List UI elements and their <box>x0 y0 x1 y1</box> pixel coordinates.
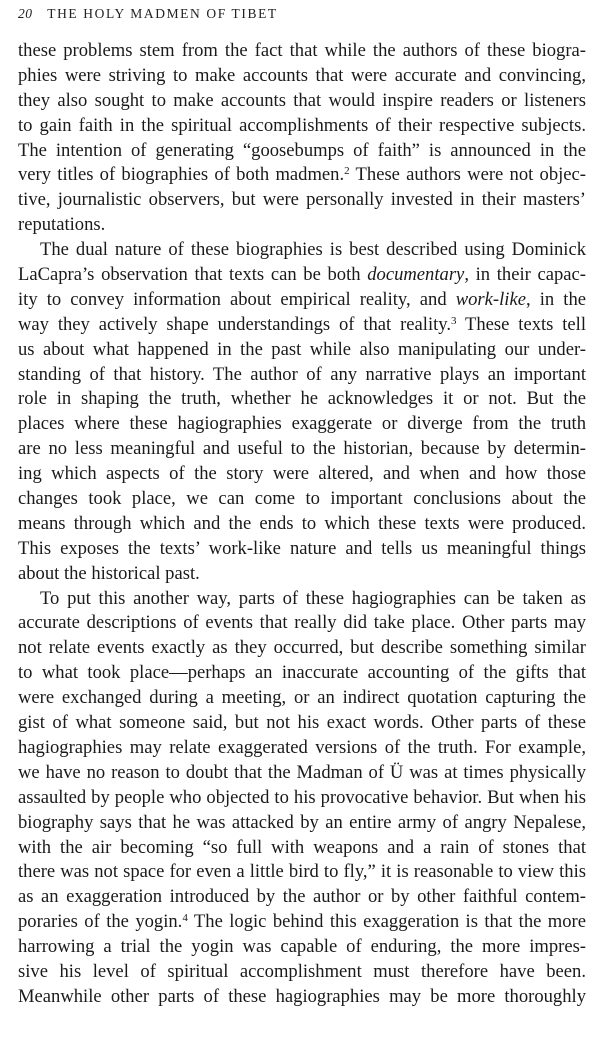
footnote-marker: 2 <box>344 165 350 178</box>
footnote-marker: 4 <box>182 912 188 925</box>
text-line: as an exaggeration introduced by the author or by other faithful contem- <box>18 886 586 908</box>
text-line: there was not space for even a little bird to fly,” it is reasonable to view this <box>18 861 586 883</box>
text-line: to gain faith in the spiritual accomplishments of their respective subjects. <box>18 114 586 136</box>
text-line: us about what happened in the past while also manipulating our under- <box>18 338 586 360</box>
text-line: harrowing a trial the yogin was capable of enduring, the more impres- <box>18 936 586 958</box>
text-line: assaulted by people who objected to his provocative behavior. But when his <box>18 786 586 808</box>
text-line: to what took place—perhaps an inaccurate accounting of the gifts that <box>18 662 586 684</box>
text-line: LaCapra’s observation that texts can be both documentary, in their capac- <box>18 264 586 286</box>
text-line: The dual nature of these biographies is best described using Dominick <box>40 239 586 261</box>
text-line: are no less meaningful and useful to the historian, because by determin- <box>18 438 586 460</box>
text-line: means through which and the ends to which these texts were produced. <box>18 512 586 534</box>
italic-term: work-like <box>455 288 526 310</box>
text-line: To put this another way, parts of these hagiographies can be taken as <box>40 587 586 609</box>
text-line: standing of that history. The author of any narrative plays an important <box>18 363 586 385</box>
text-line: gist of what someone said, but not his exact words. Other parts of these <box>18 712 586 734</box>
text-line: not relate events exactly as they occurred, but describe something similar <box>18 637 586 659</box>
text-line: with the air becoming “so full with weapons and a rain of stones that <box>18 836 586 858</box>
text-line: role in shaping the truth, whether he acknowledges it or not. But the <box>18 388 586 410</box>
text-line: tive, journalistic observers, but were personally invested in their masters’ <box>18 189 586 211</box>
text-line: Meanwhile other parts of these hagiographies may be more thoroughly <box>18 985 586 1007</box>
body-text <box>18 39 586 1010</box>
text-line: biography says that he was attacked by an entire army of angry Nepalese, <box>18 811 586 833</box>
text-line: phies were striving to make accounts that were accurate and convincing, <box>18 64 586 86</box>
footnote-marker: 3 <box>451 314 457 327</box>
text-line: were exchanged during a meeting, or an indirect quotation capturing the <box>18 687 586 709</box>
text-line: The intention of generating “goosebumps of faith” is announced in the <box>18 139 586 161</box>
text-line: sive his level of spiritual accomplishment must therefore have been. <box>18 960 586 982</box>
text-line: very titles of biographies of both madmen.$^2$ These authors were not objec- <box>18 164 586 186</box>
text-line: we have no reason to doubt that the Madman of Ü was at times physically <box>18 761 586 783</box>
text-line: they also sought to make accounts that would inspire readers or listeners <box>18 89 586 111</box>
text-line: hagiographies may relate exaggerated versions of the truth. For example, <box>18 736 586 758</box>
text-line: ity to convey information about empirical reality, and work-like, in the <box>18 288 586 310</box>
page-number: 20 <box>18 6 33 21</box>
text-line: ing which aspects of the story were altered, and when and how those <box>18 463 586 485</box>
text-line: reputations. <box>18 214 106 236</box>
text-line: places where these hagiographies exaggerate or diverge from the truth <box>18 413 586 435</box>
text-line: way they actively shape understandings of that reality.$^3$ These texts tell <box>18 313 586 335</box>
text-line: This exposes the texts’ work-like nature and tells us meaningful things <box>18 537 586 559</box>
text-line: accurate descriptions of events that really did take place. Other parts may <box>18 612 586 634</box>
running-head <box>18 6 590 22</box>
italic-term: documentary <box>367 264 465 286</box>
text-line: these problems stem from the fact that while the authors of these biogra- <box>18 40 586 61</box>
book-title: THE HOLY MADMEN OF TIBET <box>47 6 278 21</box>
text-line: about the historical past. <box>18 562 200 584</box>
text-line: changes took place, we can come to important conclusions about the <box>18 488 586 510</box>
text-line: poraries of the yogin.$^4$ The logic behind this exaggeration is that the more <box>18 911 586 933</box>
